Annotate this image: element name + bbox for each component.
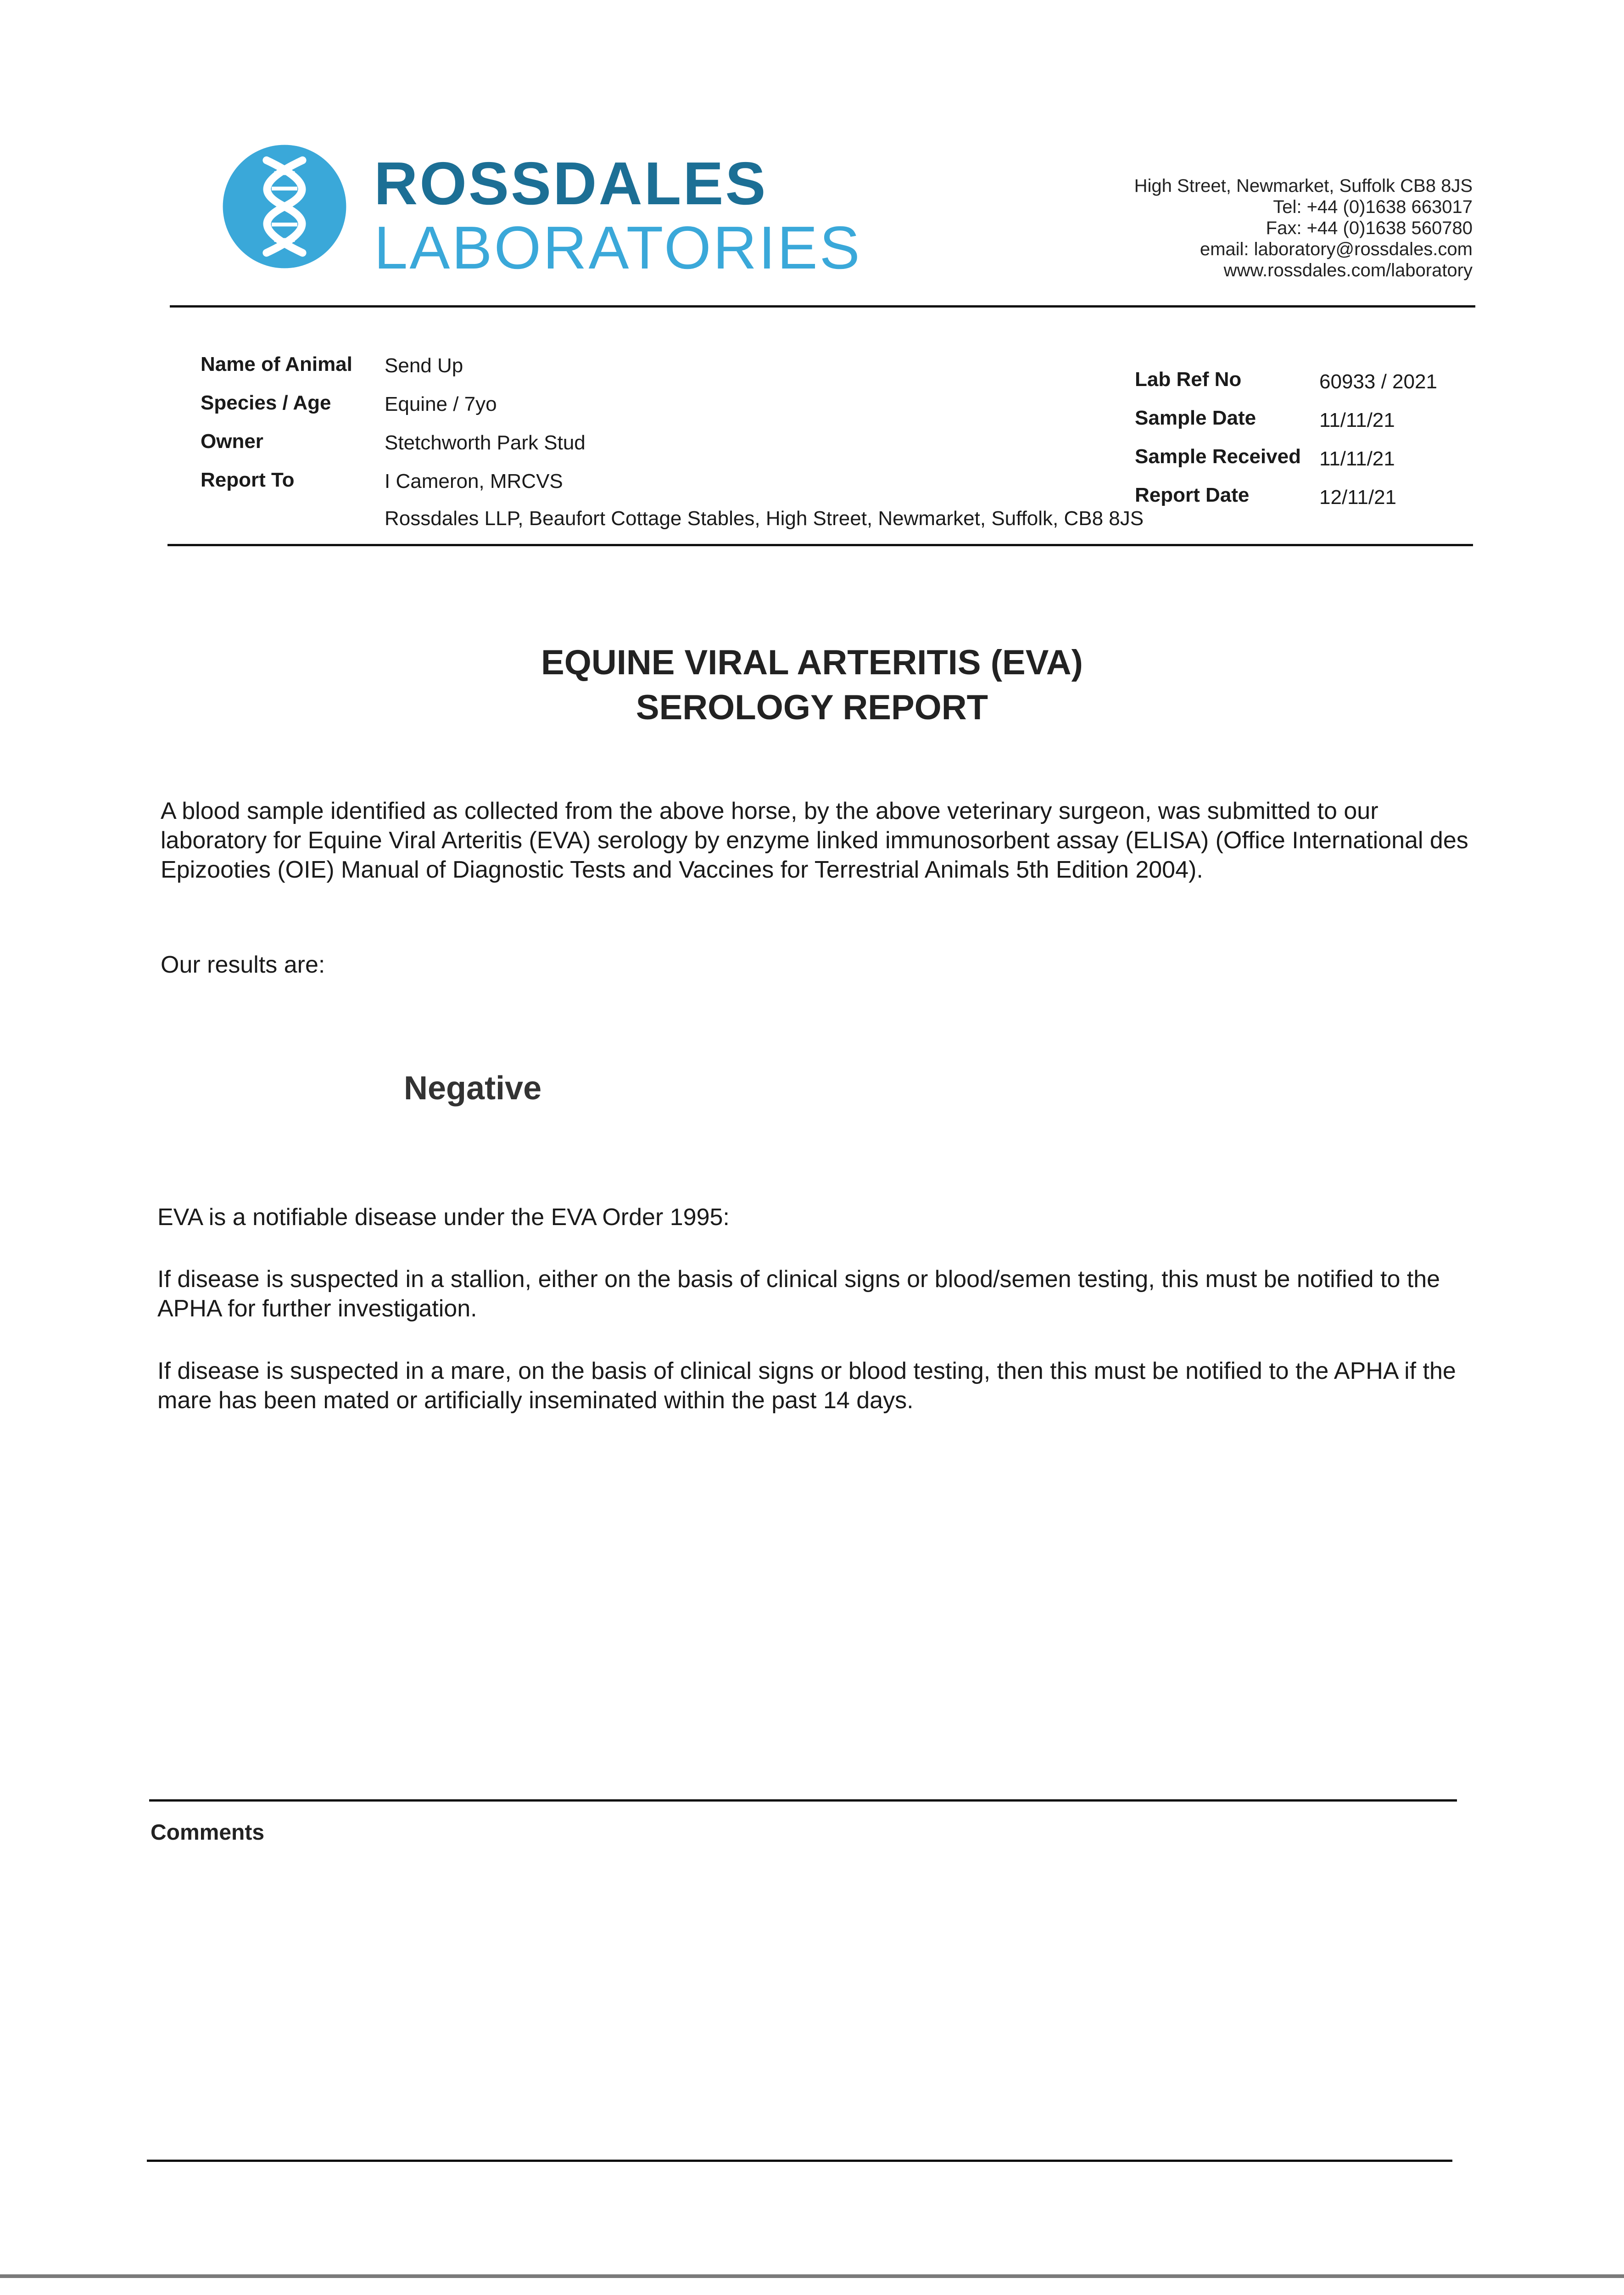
- intro-paragraph: A blood sample identified as collected from the above horse, by the above veterinary surgeon, was submitted to our laboratory for Equine Viral Arteritis (EVA) serology by enzyme linked immunosorbent assay (ELISA) (Office International des Epizooties (OIE) Manual of Diagnostic Tests and Vaccines for Terrestrial Animals 5th Edition 2004).: [161, 798, 1468, 883]
- label-report-date: Report Date: [1135, 484, 1250, 506]
- address-tel: Tel: +44 (0)1638 663017: [1273, 197, 1473, 217]
- lab-address-block: [1134, 175, 1473, 281]
- info-divider: [167, 544, 1473, 546]
- logo-line-rossdales: ROSSDALES: [374, 150, 768, 217]
- value-animal-name: Send Up: [385, 354, 463, 377]
- stallion-paragraph: If disease is suspected in a stallion, either on the basis of clinical signs or blood/semen testing, this must be notified to the APHA for further investigation.: [157, 1266, 1440, 1322]
- address-email: email: laboratory@rossdales.com: [1200, 239, 1473, 259]
- value-report-address: Rossdales LLP, Beaufort Cottage Stables, High Street, Newmarket, Suffolk, CB8 8JS: [385, 507, 1144, 530]
- label-sample-received: Sample Received: [1135, 445, 1301, 468]
- report-title: [0, 640, 1624, 730]
- value-report-to: I Cameron, MRCVS: [385, 470, 563, 493]
- header-divider: [170, 305, 1475, 308]
- label-lab-ref: Lab Ref No: [1135, 368, 1242, 391]
- animal-info-labels: [201, 345, 352, 499]
- address-street: High Street, Newmarket, Suffolk CB8 8JS: [1134, 176, 1473, 196]
- value-sample-received: 11/11/21: [1319, 448, 1395, 470]
- eva-notice: EVA is a notifiable disease under the EVA Order 1995:: [157, 1204, 730, 1231]
- value-owner: Stetchworth Park Stud: [385, 431, 586, 454]
- comments-divider: [149, 1799, 1457, 1802]
- logo-wordmark: [374, 151, 862, 280]
- address-web: www.rossdales.com/laboratory: [1223, 260, 1473, 280]
- scan-edge: [0, 2274, 1624, 2278]
- value-species-age: Equine / 7yo: [385, 393, 497, 415]
- label-report-to: Report To: [201, 469, 295, 491]
- test-result: Negative: [404, 1070, 542, 1107]
- comments-label: Comments: [151, 1820, 265, 1845]
- animal-info-values: [385, 347, 586, 501]
- title-line-1: EQUINE VIRAL ARTERITIS (EVA): [541, 643, 1083, 682]
- value-sample-date: 11/11/21: [1319, 409, 1395, 431]
- dna-helix-icon: [220, 142, 349, 271]
- value-report-date: 12/11/21: [1319, 486, 1397, 509]
- label-owner: Owner: [201, 430, 263, 453]
- label-sample-date: Sample Date: [1135, 407, 1256, 429]
- lab-info-values: [1319, 363, 1437, 517]
- address-fax: Fax: +44 (0)1638 560780: [1266, 218, 1473, 238]
- mare-paragraph: If disease is suspected in a mare, on the basis of clinical signs or blood testing, then this must be notified to the APHA if the mare has been mated or artificially inseminated within the past 14 days.: [157, 1358, 1456, 1414]
- footer-divider: [147, 2160, 1452, 2162]
- value-lab-ref: 60933 / 2021: [1319, 370, 1437, 393]
- results-intro: Our results are:: [161, 952, 325, 978]
- logo-line-laboratories: LABORATORIES: [374, 214, 862, 281]
- title-line-2: SEROLOGY REPORT: [636, 688, 988, 727]
- label-name-of-animal: Name of Animal: [201, 353, 352, 375]
- label-species-age: Species / Age: [201, 392, 331, 414]
- lab-info-labels: [1135, 360, 1301, 515]
